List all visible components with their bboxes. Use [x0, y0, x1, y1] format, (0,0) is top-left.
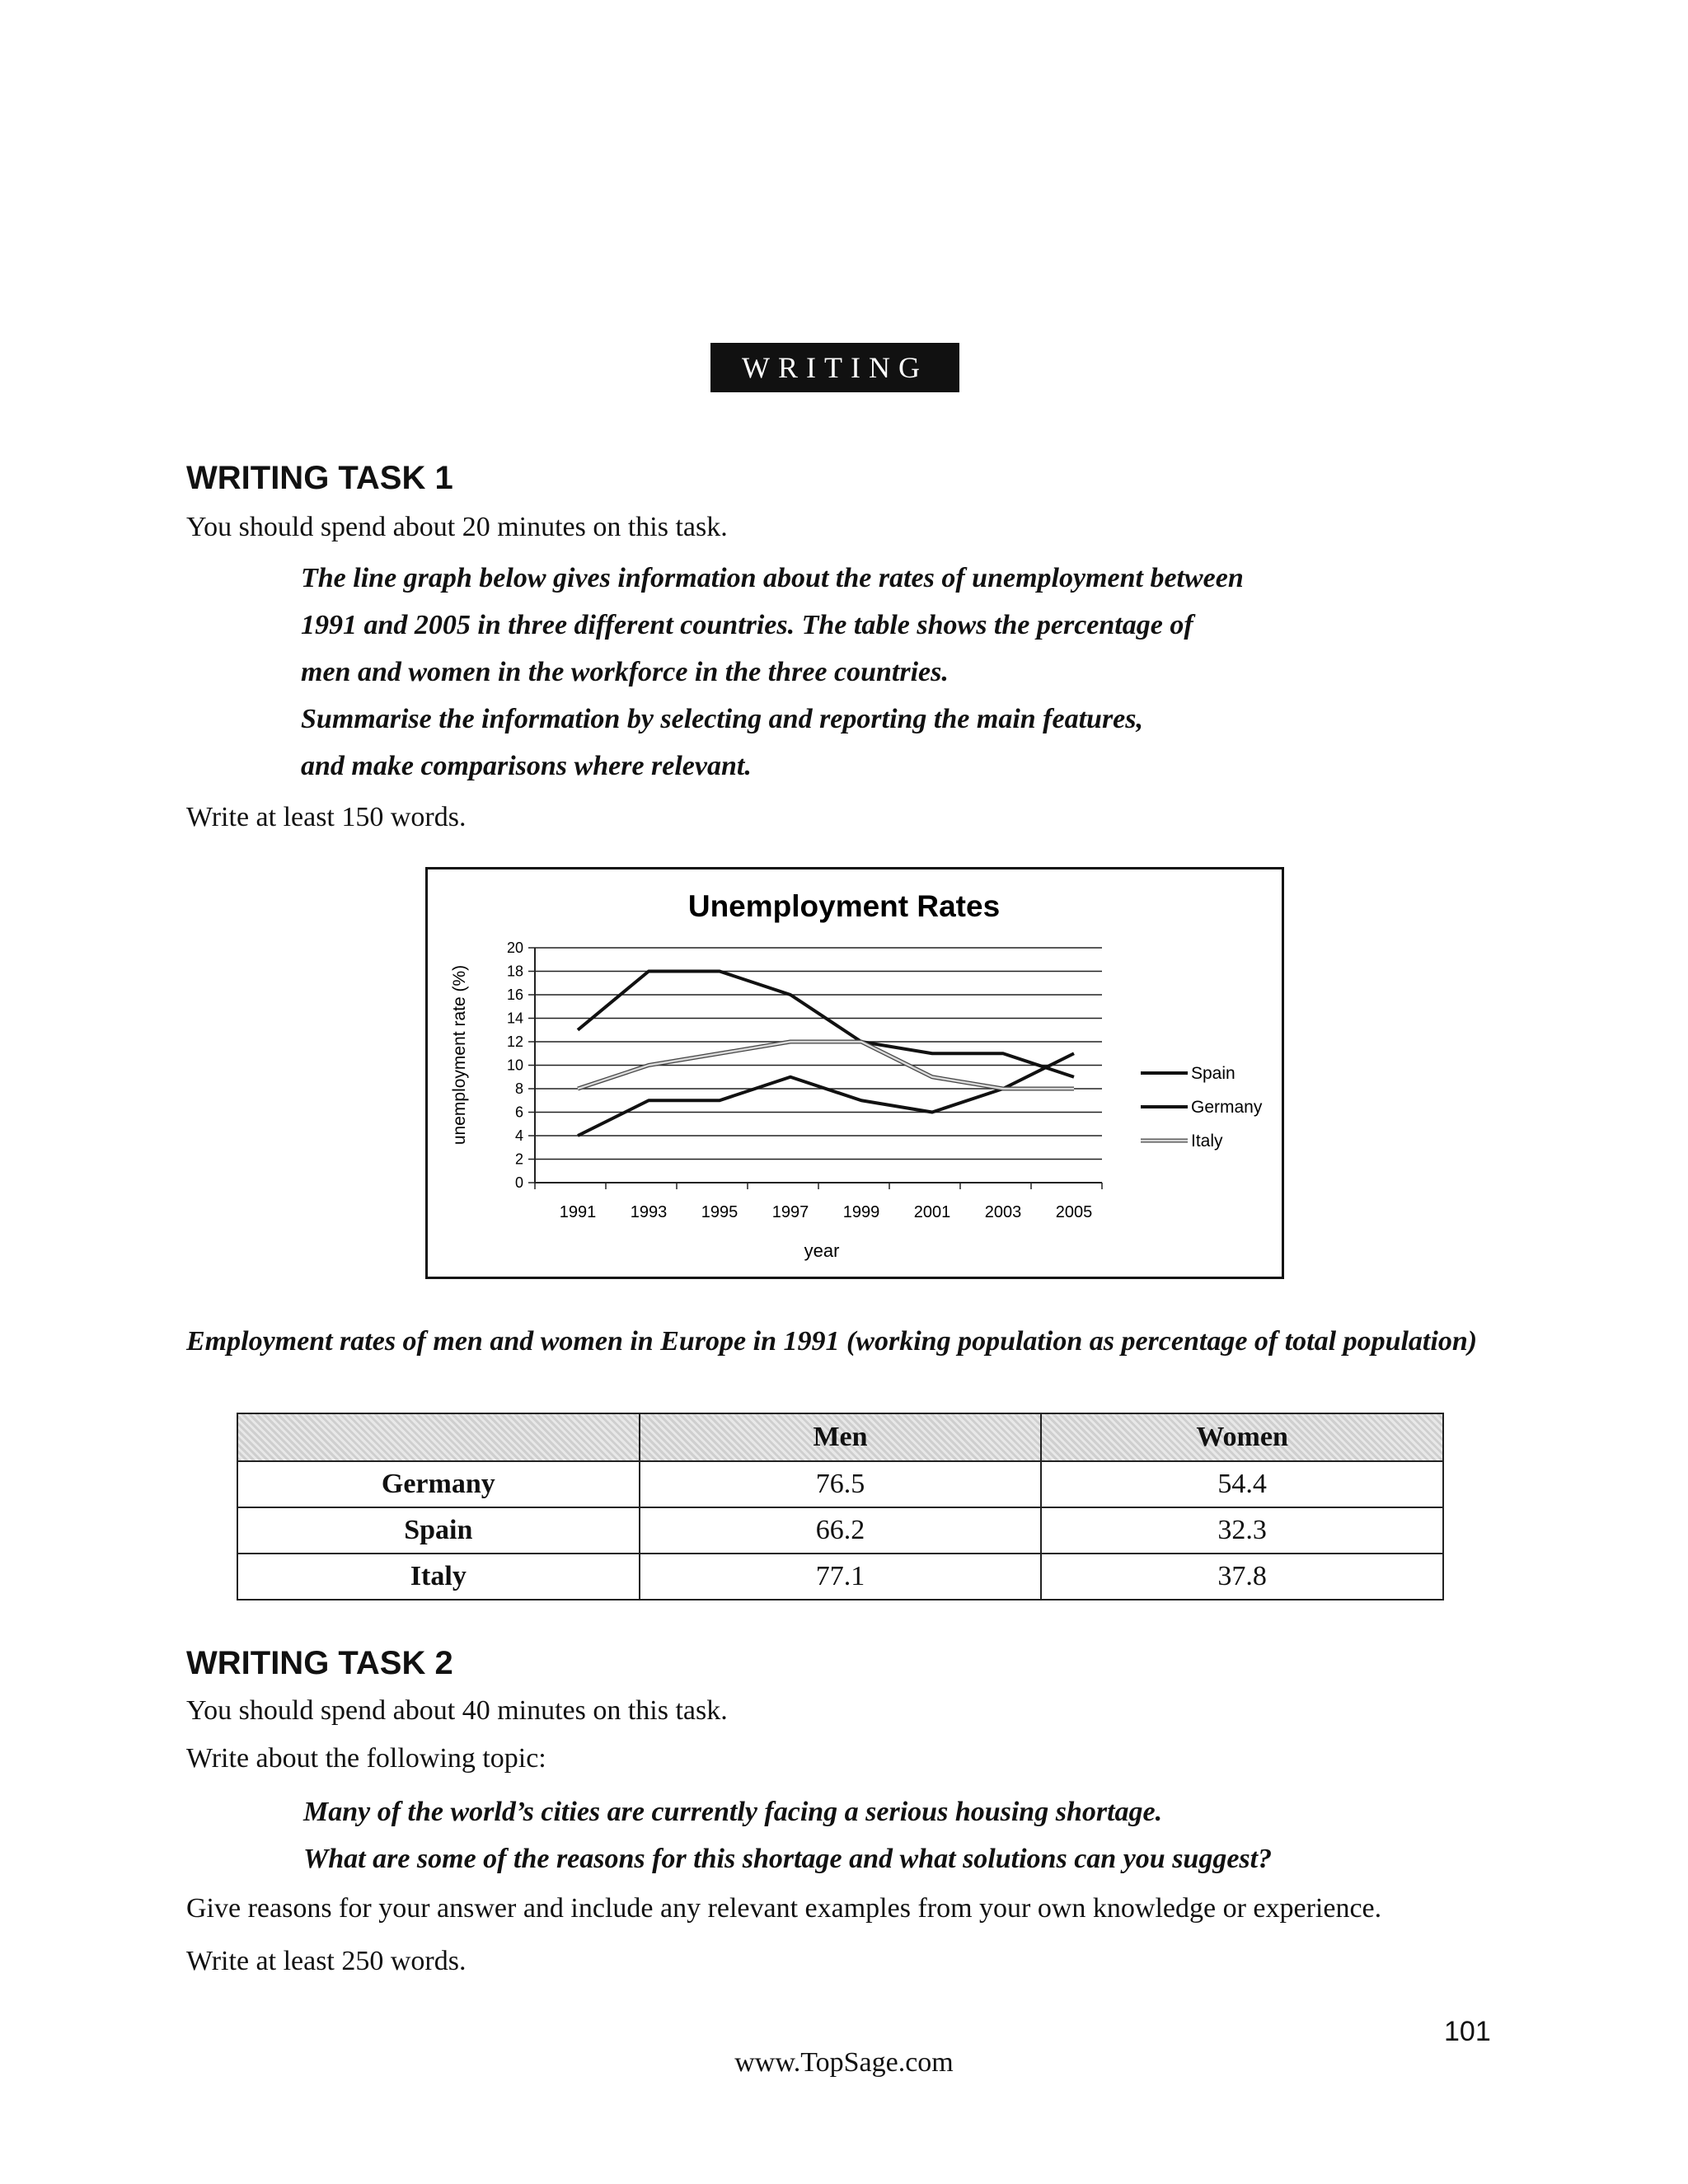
- x-tick-label: 1995: [701, 1203, 738, 1221]
- task2-heading: WRITING TASK 2: [186, 1645, 453, 1681]
- x-axis-label: year: [804, 1240, 840, 1261]
- series-line-spain: [578, 972, 1074, 1077]
- y-axis-label: unemployment rate (%): [450, 964, 469, 1146]
- table-cell-country: Spain: [237, 1507, 640, 1554]
- task1-prompt-line: men and women in the workforce in the three countries.: [301, 657, 949, 687]
- table-header-cell: [237, 1413, 640, 1461]
- table-caption: [186, 1319, 1492, 1365]
- x-tick-label: 2003: [984, 1203, 1022, 1221]
- task2-prompt-line: What are some of the reasons for this shortage and what solutions can you suggest?: [303, 1844, 1273, 1874]
- x-tick-label: 2005: [1055, 1203, 1093, 1221]
- unemployment-chart: [425, 867, 1284, 1279]
- table-row: [237, 1507, 1443, 1554]
- y-tick-label: 6: [514, 1104, 523, 1121]
- x-tick-label: 1993: [630, 1203, 668, 1221]
- y-tick-label: 10: [506, 1057, 523, 1074]
- table-cell-women: 54.4: [1041, 1461, 1443, 1507]
- task1-prompt-line: Summarise the information by selecting and reporting the main features,: [301, 704, 1143, 734]
- task1-prompt-line: and make comparisons where relevant.: [301, 751, 752, 781]
- task2-reasons: Give reasons for your answer and include any relevant examples from your own knowledge or experience.: [186, 1893, 1382, 1924]
- task1-heading: WRITING TASK 1: [186, 460, 453, 496]
- table-cell-men: 66.2: [640, 1507, 1042, 1554]
- table-caption-main: Employment rates of men and women in Europe in 1991: [186, 1326, 840, 1357]
- legend-label: Italy: [1191, 1132, 1223, 1151]
- chart-svg: [428, 869, 1282, 1277]
- table-cell-women: 37.8: [1041, 1554, 1443, 1600]
- table-cell-women: 32.3: [1041, 1507, 1443, 1554]
- page-number: 101: [1444, 2016, 1491, 2047]
- task1-prompt: [301, 555, 1244, 790]
- x-tick-label: 1999: [842, 1203, 880, 1221]
- table-header-cell: Women: [1041, 1413, 1443, 1461]
- table-cell-men: 77.1: [640, 1554, 1042, 1600]
- task2-prompt-line: Many of the world’s cities are currently facing a serious housing shortage.: [303, 1797, 1163, 1827]
- section-banner: WRITING: [710, 343, 959, 392]
- y-tick-label: 16: [506, 987, 523, 1003]
- task1-word-count: Write at least 150 words.: [186, 802, 467, 832]
- y-tick-label: 0: [514, 1174, 523, 1191]
- table-header-cell: Men: [640, 1413, 1042, 1461]
- task2-word-count: Write at least 250 words.: [186, 1946, 467, 1976]
- chart-series: [578, 972, 1074, 1137]
- y-tick-label: 2: [514, 1151, 523, 1168]
- task1-prompt-line: The line graph below gives information about the rates of unemployment between: [301, 563, 1244, 593]
- employment-table: [237, 1413, 1444, 1601]
- task1-prompt-line: 1991 and 2005 in three different countries. The table shows the percentage of: [301, 610, 1193, 640]
- legend-label: Spain: [1191, 1064, 1236, 1083]
- x-tick-label: 1991: [559, 1203, 597, 1221]
- y-tick-label: 8: [514, 1080, 523, 1097]
- chart-gridlines: [535, 948, 1102, 1160]
- chart-title: Unemployment Rates: [687, 889, 1001, 923]
- table-cell-country: Germany: [237, 1461, 640, 1507]
- table-caption-paren: (working population as percentage of total population): [846, 1326, 1478, 1357]
- task1-time: You should spend about 20 minutes on this task.: [186, 512, 728, 542]
- y-tick-label: 20: [506, 940, 523, 956]
- y-tick-label: 4: [514, 1127, 523, 1144]
- table-cell-country: Italy: [237, 1554, 640, 1600]
- y-tick-label: 12: [506, 1033, 523, 1050]
- y-tick-label: 18: [506, 963, 523, 980]
- chart-legend: [1141, 1064, 1263, 1151]
- task2-instruction: Write about the following topic:: [186, 1743, 546, 1774]
- footer-url: www.TopSage.com: [734, 2047, 954, 2078]
- table-row: [237, 1554, 1443, 1600]
- task2-prompt: [303, 1788, 1272, 1882]
- y-tick-label: 14: [506, 1010, 523, 1027]
- table-cell-men: 76.5: [640, 1461, 1042, 1507]
- table-header-row: [237, 1413, 1443, 1461]
- table-row: [237, 1461, 1443, 1507]
- legend-label: Germany: [1191, 1098, 1263, 1117]
- x-tick-label: 2001: [913, 1203, 951, 1221]
- task2-time: You should spend about 40 minutes on this task.: [186, 1695, 728, 1726]
- x-tick-label: 1997: [771, 1203, 809, 1221]
